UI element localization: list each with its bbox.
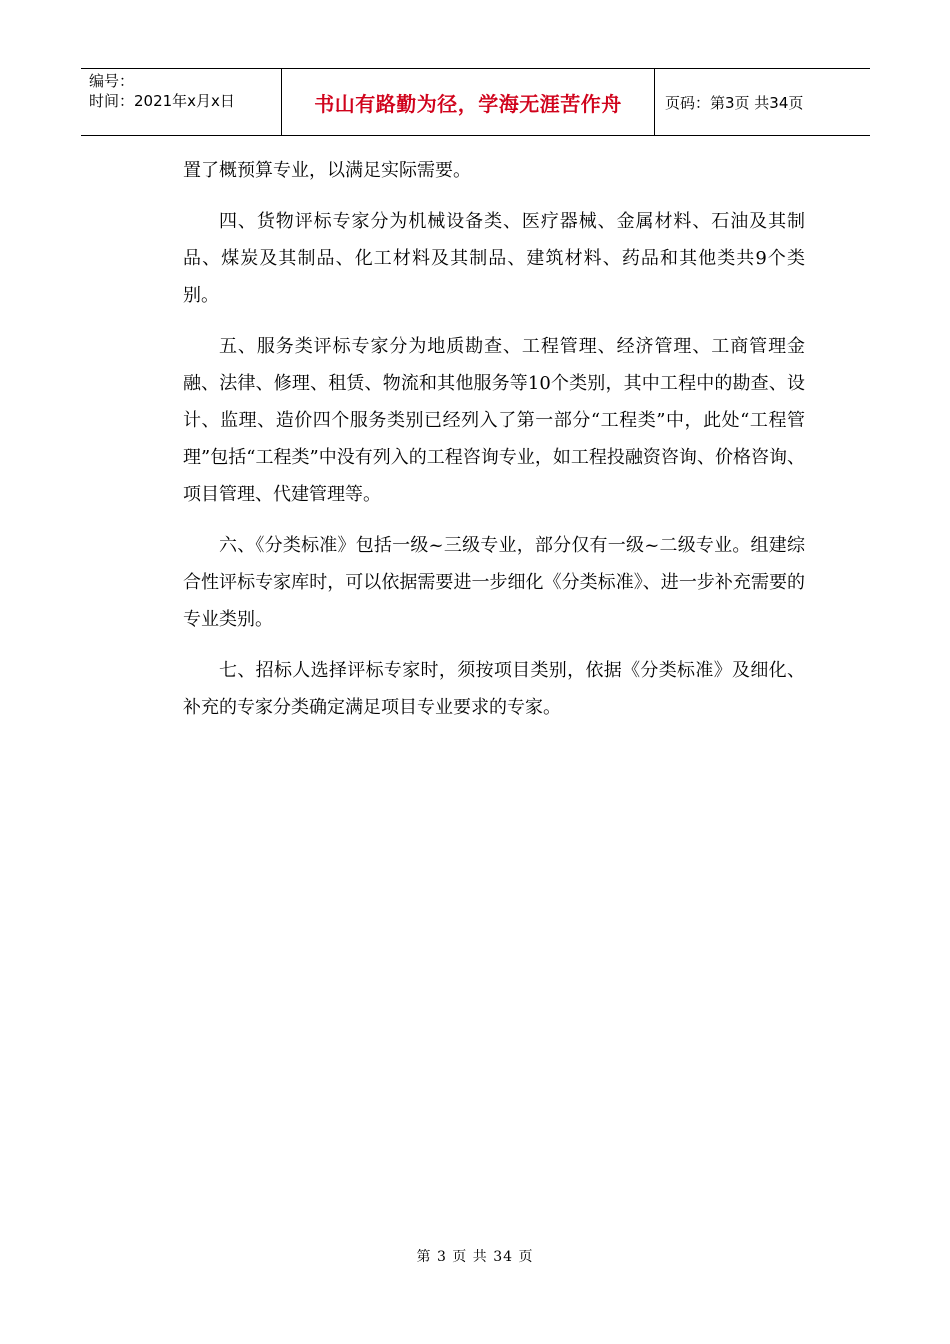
document-header [81, 68, 870, 136]
page-footer: 第 3 页 共 34 页 [416, 1249, 534, 1265]
paragraph-expert-selection: 七、招标人选择评标专家时，须按项目类别，依据《分类标准》及细化、补充的专家分类确定满足项目专业要求的专家。 [183, 660, 805, 718]
paragraph-goods-experts: 四、货物评标专家分为机械设备类、医疗器械、金属材料、石油及其制品、煤炭及其制品、化工材料及其制品、建筑材料、药品和其他类共9个类别。 [183, 211, 805, 306]
header-page-info: 页码：第3页 共34页 [665, 93, 804, 112]
document-body [183, 152, 805, 740]
paragraph-classification-standard: 六、《分类标准》包括一级~三级专业，部分仅有一级~二级专业。组建综合性评标专家库时，可以依据需要进一步细化《分类标准》、进一步补充需要的专业类别。 [183, 535, 805, 630]
header-meta [81, 69, 282, 135]
paragraph-continuation: 置了概预算专业，以满足实际需要。 [183, 160, 471, 181]
document-number-label: 编号： [89, 72, 135, 90]
document-date: 时间：2021年x月x日 [89, 92, 235, 110]
header-motto: 书山有路勤为径，学海无涯苦作舟 [282, 69, 655, 135]
paragraph-service-experts: 五、服务类评标专家分为地质勘查、工程管理、经济管理、工商管理金融、法律、修理、租赁、物流和其他服务等10个类别，其中工程中的勘查、设计、监理、造价四个服务类别已经列入了第一部分“工程类”中，此处“工程管理”包括“工程类”中没有列入的工程咨询专业，如工程投融资咨询、价格咨询、项目管理、代建管理等。 [183, 336, 805, 505]
